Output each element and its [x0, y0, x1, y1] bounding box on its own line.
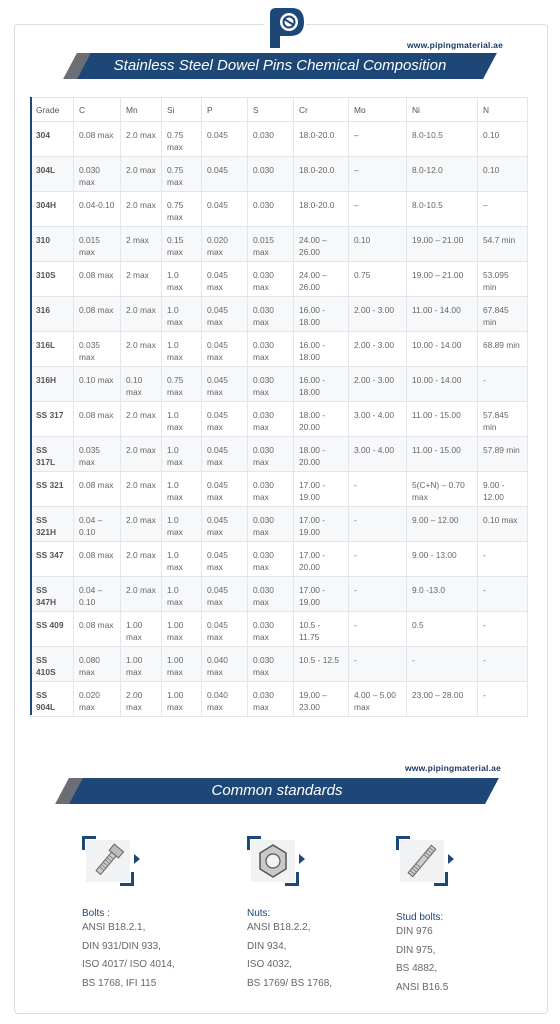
standard-line: DIN 975, [396, 944, 436, 956]
table-cell: 2.0 max [121, 577, 162, 612]
table-cell: 0.030 max [248, 367, 294, 402]
table-cell: 17.00 - 19.00 [294, 472, 349, 507]
table-cell: 0.045 max [202, 612, 248, 647]
table-cell: 0.030 max [248, 507, 294, 542]
stud-bolt-icon [404, 842, 440, 880]
table-cell: 3.00 - 4.00 [349, 437, 407, 472]
table-cell: 0.04-0.10 [74, 192, 121, 227]
standard-line: BS 4882, [396, 963, 438, 974]
grade-cell: SS 317 [31, 402, 74, 437]
table-cell: 0.045 max [202, 507, 248, 542]
table-cell: 0.08 max [74, 122, 121, 157]
table-cell: 0.10 [349, 227, 407, 262]
table-header-row [31, 98, 528, 122]
table-cell: 0.08 max [74, 262, 121, 297]
table-cell: 17.00 - 19.00 [294, 577, 349, 612]
table-cell: 54.7 min [478, 227, 528, 262]
table-cell: 0.75 max [162, 367, 202, 402]
table-cell: 1.0 max [162, 297, 202, 332]
standard-line: ISO 4032, [247, 959, 293, 970]
grade-cell: SS 317L [31, 437, 74, 472]
standard-heading: Bolts : [82, 908, 110, 919]
table-row [31, 262, 528, 297]
table-cell: 0.045 max [202, 262, 248, 297]
table-cell: 2.0 max [121, 192, 162, 227]
grade-cell: 316L [31, 332, 74, 367]
table-cell: 1.0 max [162, 402, 202, 437]
table-cell: - [349, 472, 407, 507]
grade-cell: 304 [31, 122, 74, 157]
table-cell: 0.10 max [121, 367, 162, 402]
logo-icon [262, 4, 308, 50]
table-cell: 2.0 max [121, 542, 162, 577]
standard-card-stud-bolts [396, 836, 536, 997]
table-row [31, 297, 528, 332]
standard-line: DIN 931/DIN 933, [82, 940, 161, 952]
table-cell: 0.030 max [248, 647, 294, 682]
table-cell: 1.0 max [162, 332, 202, 367]
table-cell: 0.030 [248, 122, 294, 157]
table-cell: 53.095 min [478, 262, 528, 297]
section-title-standards: Common standards [211, 782, 343, 799]
column-header: C [74, 98, 121, 122]
table-cell: 1.0 max [162, 262, 202, 297]
table-cell: 1.00 max [162, 612, 202, 647]
table-cell: 0.030 max [248, 577, 294, 612]
table-cell: 0.040 max [202, 647, 248, 682]
standard-line: ISO 4017/ ISO 4014, [82, 959, 175, 970]
table-cell: 1.0 max [162, 472, 202, 507]
table-cell: 2 max [121, 227, 162, 262]
column-header: Si [162, 98, 202, 122]
table-row [31, 227, 528, 262]
table-row [31, 542, 528, 577]
table-cell: 9.00 - 13.00 [407, 542, 478, 577]
table-cell: 0.045 [202, 157, 248, 192]
table-row [31, 682, 528, 717]
bolt-icon [90, 842, 126, 880]
table-cell: 0.080 max [74, 647, 121, 682]
table-cell: 19.00 – 21.00 [407, 227, 478, 262]
table-cell: 0.035 max [74, 437, 121, 472]
section-banner-composition [70, 53, 490, 79]
grade-cell: SS 347H [31, 577, 74, 612]
table-cell: 0.015 max [74, 227, 121, 262]
table-row [31, 612, 528, 647]
table-cell: 5(C+N) – 0.70 max [407, 472, 478, 507]
table-cell: 8.0-10.5 [407, 122, 478, 157]
table-cell: - [349, 612, 407, 647]
table-cell: 11.00 - 15.00 [407, 402, 478, 437]
grade-cell: SS 410S [31, 647, 74, 682]
table-cell: 0.75 max [162, 157, 202, 192]
table-cell: 0.15 max [162, 227, 202, 262]
table-cell: 0.030 max [74, 157, 121, 192]
table-accent-bar [30, 97, 32, 715]
table-cell: 0.045 max [202, 332, 248, 367]
standard-line: DIN 934, [247, 940, 287, 952]
table-cell: 11.00 - 15.00 [407, 437, 478, 472]
standard-heading: Nuts: [247, 908, 271, 919]
table-cell: 0.045 max [202, 577, 248, 612]
grade-cell: 310 [31, 227, 74, 262]
table-row [31, 647, 528, 682]
table-cell: - [407, 647, 478, 682]
table-cell: 0.04 – 0.10 [74, 577, 121, 612]
icon-frame [247, 836, 299, 886]
table-cell: 0.75 max [162, 192, 202, 227]
table-cell: 16.00 - 18.00 [294, 367, 349, 402]
standard-line: DIN 976 [396, 926, 433, 937]
table-cell: – [349, 122, 407, 157]
table-cell: 1.0 max [162, 507, 202, 542]
table-cell: 1.0 max [162, 542, 202, 577]
column-header: Mo [349, 98, 407, 122]
table-cell: 0.045 max [202, 437, 248, 472]
table-cell: 2.0 max [121, 122, 162, 157]
grade-cell: SS 904L [31, 682, 74, 717]
table-cell: 0.030 max [248, 612, 294, 647]
table-cell: - [478, 612, 528, 647]
table-cell: 0.045 max [202, 402, 248, 437]
grade-cell: SS 409 [31, 612, 74, 647]
table-row [31, 122, 528, 157]
table-cell: 9.00 – 12.00 [407, 507, 478, 542]
site-url-bottom[interactable]: www.pipingmaterial.ae [405, 763, 501, 773]
standard-line: ANSI B18.2.2, [247, 922, 311, 933]
table-cell: 2.00 max [121, 682, 162, 717]
column-header: Grade [31, 98, 74, 122]
table-cell: 0.75 max [162, 122, 202, 157]
table-cell: 0.030 max [248, 297, 294, 332]
column-header: S [248, 98, 294, 122]
table-cell: 0.030 max [248, 682, 294, 717]
column-header: N [478, 98, 528, 122]
standard-card-bolts [82, 836, 222, 993]
table-cell: 2.0 max [121, 472, 162, 507]
table-cell: 0.045 max [202, 542, 248, 577]
table-cell: 11.00 - 14.00 [407, 297, 478, 332]
table-cell: - [349, 542, 407, 577]
table-cell: 23.00 – 28.00 [407, 682, 478, 717]
table-cell: 0.030 max [248, 262, 294, 297]
table-cell: - [349, 577, 407, 612]
table-cell: 0.10 max [74, 367, 121, 402]
table-cell: 2.0 max [121, 297, 162, 332]
grade-cell: 316 [31, 297, 74, 332]
table-cell: - [478, 367, 528, 402]
table-cell: 18.0-20.0 [294, 192, 349, 227]
table-cell: 0.045 max [202, 297, 248, 332]
composition-table-wrapper [30, 97, 527, 717]
table-cell: 1.00 max [121, 647, 162, 682]
table-cell: - [478, 647, 528, 682]
table-cell: 0.10 [478, 122, 528, 157]
table-row [31, 472, 528, 507]
table-cell: 1.00 max [121, 612, 162, 647]
standard-line: BS 1769/ BS 1768, [247, 977, 333, 989]
column-header: P [202, 98, 248, 122]
table-cell: 18.00 - 20.00 [294, 437, 349, 472]
table-cell: 10.00 - 14.00 [407, 367, 478, 402]
table-cell: 2.0 max [121, 507, 162, 542]
table-cell: 8.0-10.5 [407, 192, 478, 227]
table-cell: - [478, 542, 528, 577]
table-row [31, 192, 528, 227]
table-cell: 19.00 – 23.00 [294, 682, 349, 717]
table-row [31, 157, 528, 192]
table-cell: 10.5 - 12.5 [294, 647, 349, 682]
grade-cell: SS 321 [31, 472, 74, 507]
table-row [31, 437, 528, 472]
table-cell: – [478, 192, 528, 227]
table-cell: 0.5 [407, 612, 478, 647]
table-cell: 67.845 min [478, 297, 528, 332]
table-cell: 0.08 max [74, 612, 121, 647]
grade-cell: 316H [31, 367, 74, 402]
table-cell: 2 max [121, 262, 162, 297]
table-cell: 1.00 max [162, 647, 202, 682]
table-row [31, 577, 528, 612]
table-cell: 1.0 max [162, 577, 202, 612]
table-cell: – [349, 157, 407, 192]
table-cell: 0.045 [202, 192, 248, 227]
table-cell: 0.08 max [74, 402, 121, 437]
standard-heading: Stud bolts: [396, 912, 444, 923]
table-cell: - [478, 577, 528, 612]
table-cell: 24.00 – 26.00 [294, 227, 349, 262]
icon-frame [396, 836, 448, 886]
table-cell: 0.04 – 0.10 [74, 507, 121, 542]
table-cell: 17.00 - 19.00 [294, 507, 349, 542]
table-cell: 19.00 – 21.00 [407, 262, 478, 297]
table-cell: 8.0-12.0 [407, 157, 478, 192]
table-cell: 2.00 - 3.00 [349, 367, 407, 402]
table-cell: 0.045 max [202, 472, 248, 507]
table-cell: 0.08 max [74, 542, 121, 577]
table-cell: 4.00 – 5.00 max [349, 682, 407, 717]
table-cell: 0.030 max [248, 472, 294, 507]
composition-table [30, 97, 528, 717]
table-row [31, 507, 528, 542]
table-cell: 0.08 max [74, 472, 121, 507]
column-header: Mn [121, 98, 162, 122]
table-cell: 2.0 max [121, 437, 162, 472]
table-cell: 2.0 max [121, 332, 162, 367]
table-cell: 57.89 min [478, 437, 528, 472]
table-cell: 9.0 -13.0 [407, 577, 478, 612]
table-cell: 17.00 - 20.00 [294, 542, 349, 577]
table-cell: 0.040 max [202, 682, 248, 717]
table-cell: 1.0 max [162, 437, 202, 472]
standard-line: ANSI B18.2.1, [82, 922, 146, 933]
table-cell: 0.015 max [248, 227, 294, 262]
table-cell: - [349, 647, 407, 682]
table-cell: 2.0 max [121, 402, 162, 437]
column-header: Ni [407, 98, 478, 122]
column-header: Cr [294, 98, 349, 122]
table-cell: 16.00 - 18.00 [294, 297, 349, 332]
table-row [31, 367, 528, 402]
standard-line: ANSI B16.5 [396, 981, 449, 993]
table-cell: 0.035 max [74, 332, 121, 367]
table-cell: - [349, 507, 407, 542]
table-cell: 0.030 max [248, 402, 294, 437]
table-cell: 10.00 - 14.00 [407, 332, 478, 367]
table-cell: 0.10 [478, 157, 528, 192]
table-cell: 1.00 max [162, 682, 202, 717]
table-cell: 0.020 max [202, 227, 248, 262]
site-url-top[interactable]: www.pipingmaterial.ae [407, 40, 503, 50]
table-cell: 0.10 max [478, 507, 528, 542]
table-cell: 0.030 max [248, 332, 294, 367]
grade-cell: SS 321H [31, 507, 74, 542]
table-cell: 0.045 [202, 122, 248, 157]
table-cell: 2.0 max [121, 157, 162, 192]
table-cell: 18.00 - 20.00 [294, 402, 349, 437]
table-cell: 68.89 min [478, 332, 528, 367]
hex-nut-icon [255, 842, 291, 880]
grade-cell: 310S [31, 262, 74, 297]
table-cell: 0.045 max [202, 367, 248, 402]
table-cell: 10.5 - 11.75 [294, 612, 349, 647]
table-cell: 24.00 – 26.00 [294, 262, 349, 297]
section-title-composition: Stainless Steel Dowel Pins Chemical Composition [113, 57, 447, 74]
table-cell: 0.030 max [248, 437, 294, 472]
table-cell: 18.0-20.0 [294, 157, 349, 192]
grade-cell: SS 347 [31, 542, 74, 577]
table-cell: 3.00 - 4.00 [349, 402, 407, 437]
table-row [31, 402, 528, 437]
standard-line: BS 1768, IFI 115 [82, 977, 157, 989]
section-banner-standards [62, 778, 492, 804]
table-cell: 0.08 max [74, 297, 121, 332]
grade-cell: 304H [31, 192, 74, 227]
table-cell: 0.75 [349, 262, 407, 297]
table-cell: – [349, 192, 407, 227]
table-cell: 0.020 max [74, 682, 121, 717]
table-row [31, 332, 528, 367]
table-cell: 16.00 - 18.00 [294, 332, 349, 367]
standard-card-nuts [247, 836, 387, 993]
table-cell: 57.845 min [478, 402, 528, 437]
table-cell: 0.030 max [248, 542, 294, 577]
icon-frame [82, 836, 134, 886]
table-cell: - [478, 682, 528, 717]
table-cell: 2.00 - 3.00 [349, 297, 407, 332]
table-cell: 0.030 [248, 157, 294, 192]
table-cell: 9.00 - 12.00 [478, 472, 528, 507]
table-cell: 0.030 [248, 192, 294, 227]
table-cell: 2.00 - 3.00 [349, 332, 407, 367]
table-cell: 18.0-20.0 [294, 122, 349, 157]
grade-cell: 304L [31, 157, 74, 192]
